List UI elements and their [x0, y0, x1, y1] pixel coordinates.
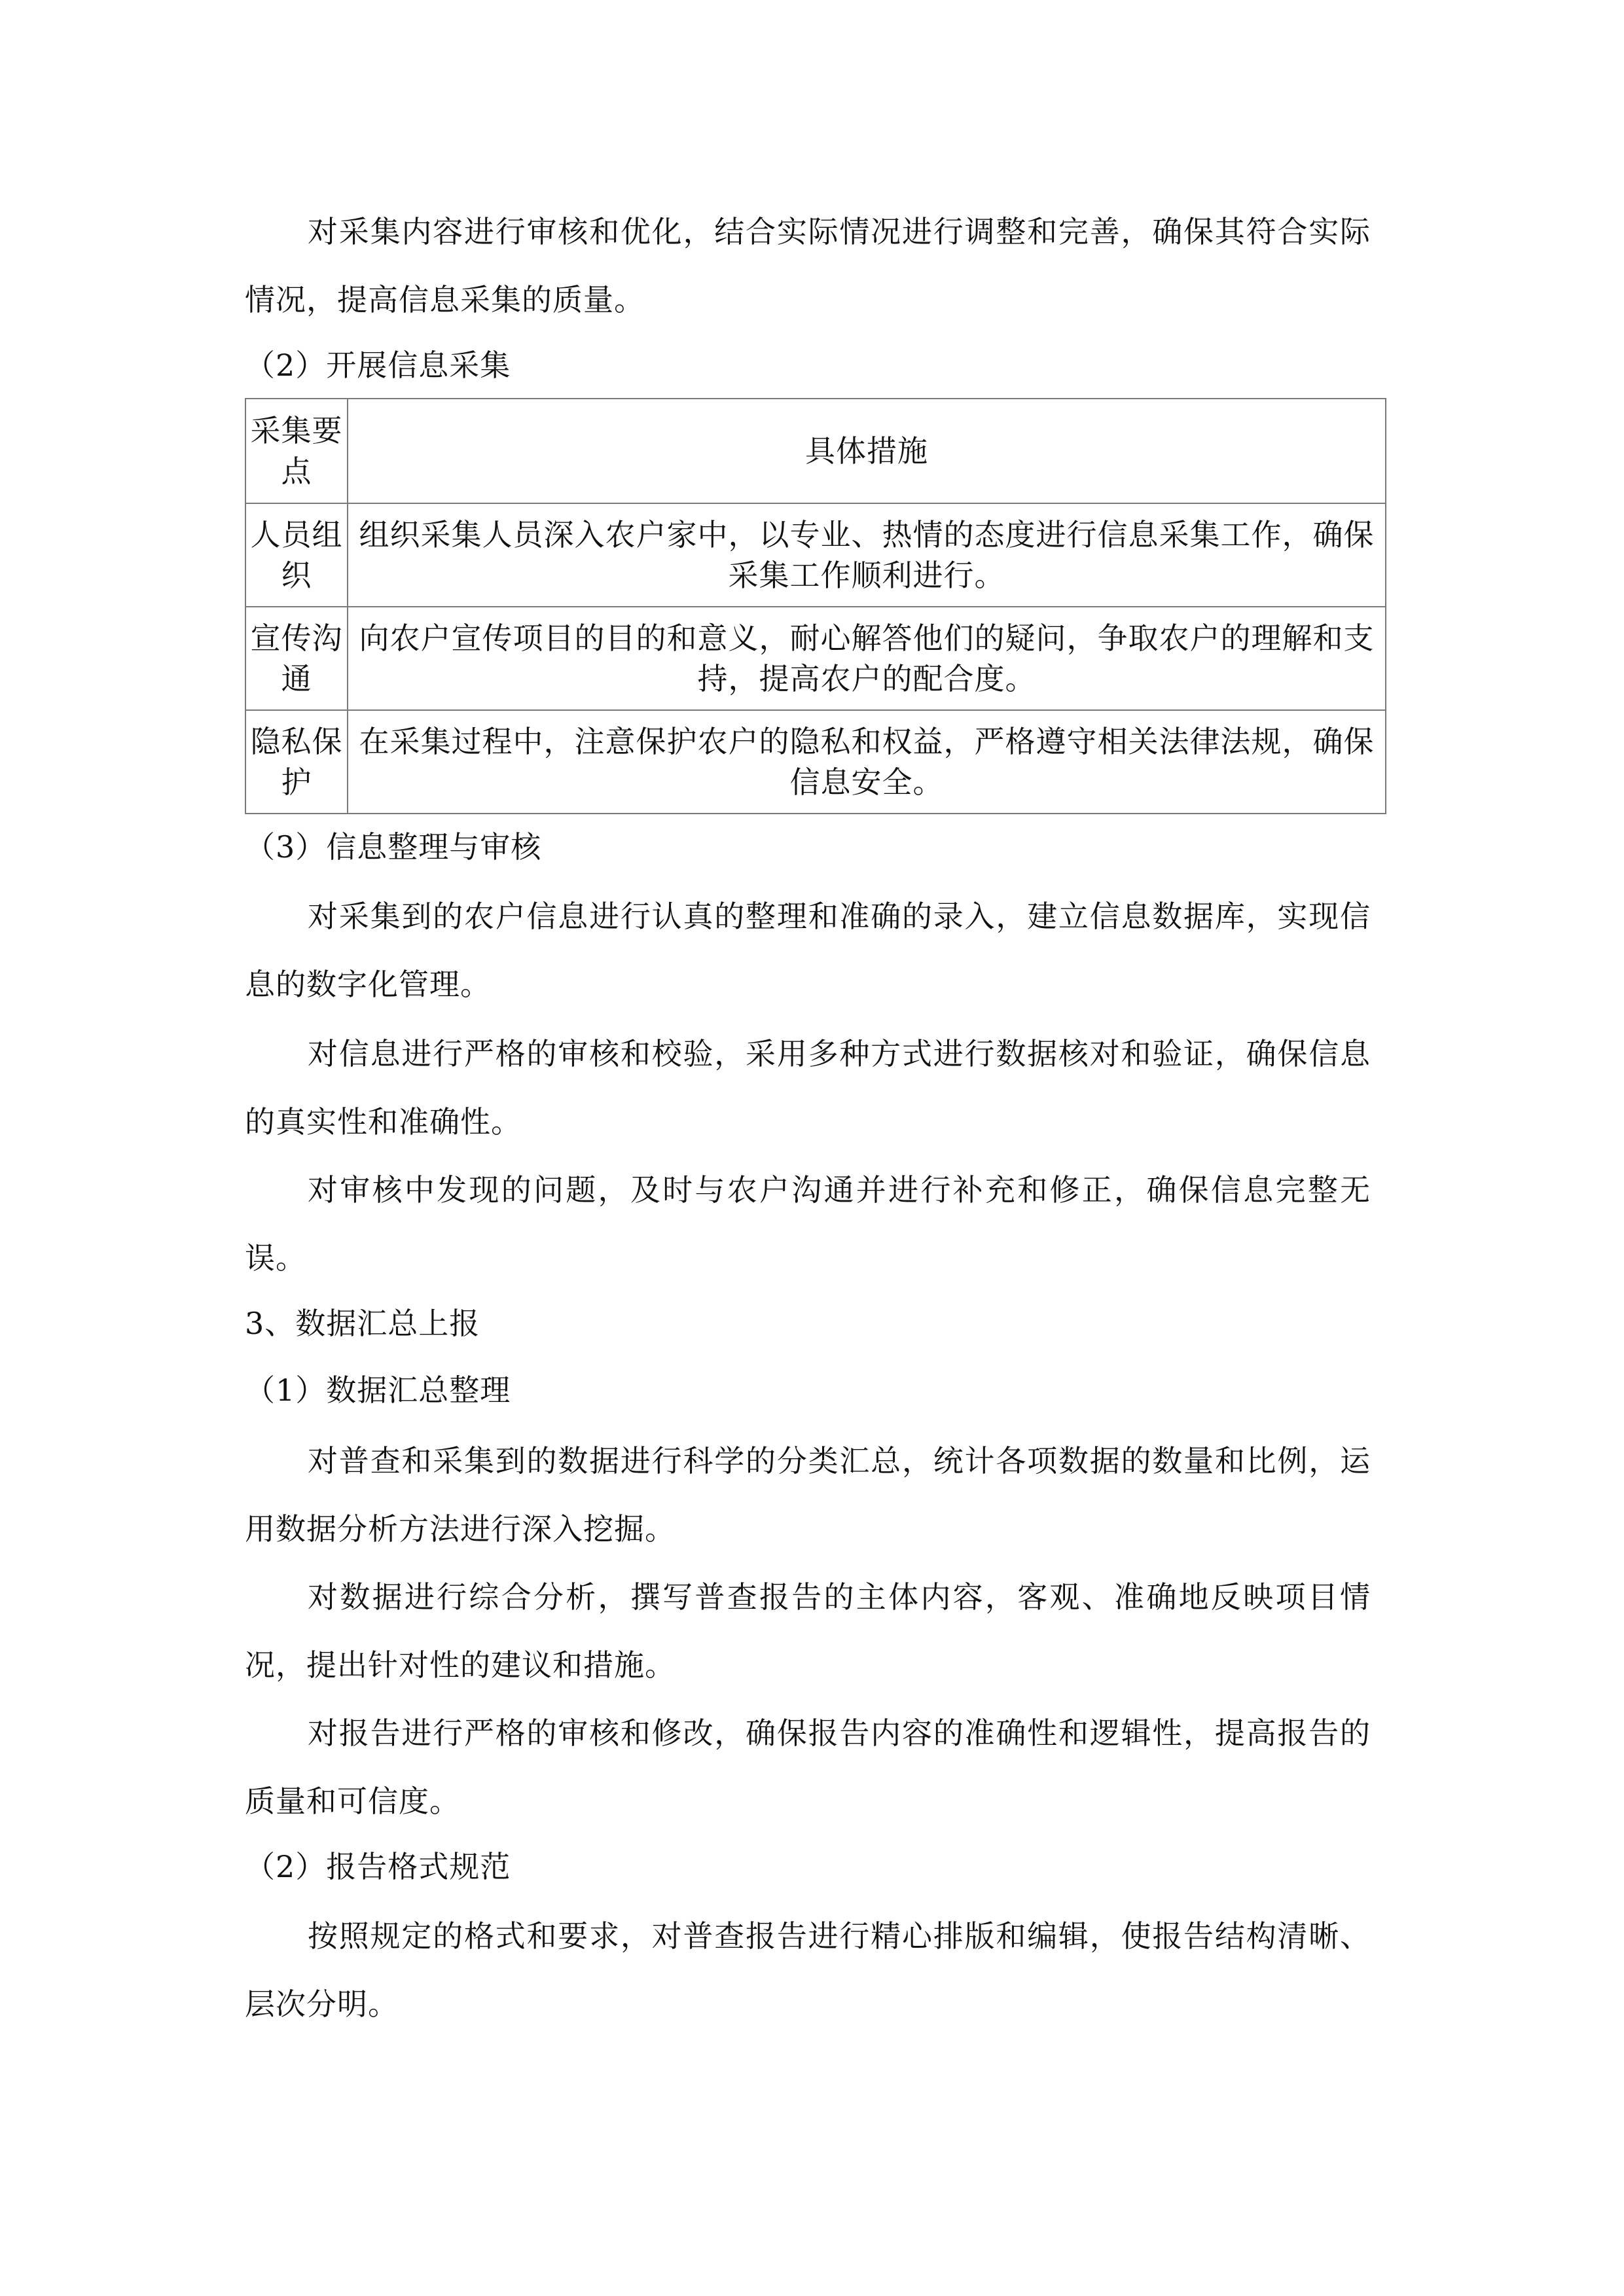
table-row [245, 607, 1386, 710]
paragraph-typeset: 按照规定的格式和要求，对普查报告进行精心排版和编辑，使报告结构清晰、层次分明。 [245, 1918, 1371, 2022]
paragraph-review-optimize: 对采集内容进行审核和优化，结合实际情况进行调整和完善，确保其符合实际情况，提高信息采集的质量。 [245, 214, 1371, 317]
table-cell-measure: 向农户宣传项目的目的和意义，耐心解答他们的疑问，争取农户的理解和支持，提高农户的配合度。 [348, 607, 1386, 710]
table-row [245, 710, 1386, 814]
paragraph-analyze: 对数据进行综合分析，撰写普查报告的主体内容，客观、准确地反映项目情况，提出针对性的建议和措施。 [245, 1579, 1371, 1683]
table-header-row [245, 399, 1386, 503]
heading-report-format: （2）报告格式规范 [245, 1849, 511, 1884]
paragraph-verify: 对信息进行严格的审核和校验，采用多种方式进行数据核对和验证，确保信息的真实性和准确性。 [245, 1036, 1371, 1139]
table-cell-measure: 组织采集人员深入农户家中，以专业、热情的态度进行信息采集工作，确保采集工作顺利进行。 [348, 503, 1386, 607]
paragraph-classify: 对普查和采集到的数据进行科学的分类汇总，统计各项数据的数量和比例，运用数据分析方法进行深入挖掘。 [245, 1443, 1371, 1547]
paragraph-report-review: 对报告进行严格的审核和修改，确保报告内容的准确性和逻辑性，提高报告的质量和可信度。 [245, 1715, 1371, 1819]
heading-data-summary: （1）数据汇总整理 [245, 1372, 511, 1408]
heading-data-report: 3、数据汇总上报 [245, 1306, 480, 1341]
heading-sort-review: （3）信息整理与审核 [245, 829, 542, 865]
table-cell-point: 宣传沟通 [245, 607, 348, 710]
heading-conduct-collection: （2）开展信息采集 [245, 348, 511, 383]
table-cell-point: 隐私保护 [245, 710, 348, 814]
table-row [245, 503, 1386, 607]
table-header-cell: 具体措施 [348, 399, 1386, 503]
paragraph-correct: 对审核中发现的问题，及时与农户沟通并进行补充和修正，确保信息完整无误。 [245, 1172, 1371, 1276]
table-cell-point: 人员组织 [245, 503, 348, 607]
table-cell-measure: 在采集过程中，注意保护农户的隐私和权益，严格遵守相关法律法规，确保信息安全。 [348, 710, 1386, 814]
collection-measures-table [245, 398, 1386, 814]
table-header-cell: 采集要点 [245, 399, 348, 503]
paragraph-sort-entry: 对采集到的农户信息进行认真的整理和准确的录入，建立信息数据库，实现信息的数字化管理。 [245, 899, 1371, 1002]
